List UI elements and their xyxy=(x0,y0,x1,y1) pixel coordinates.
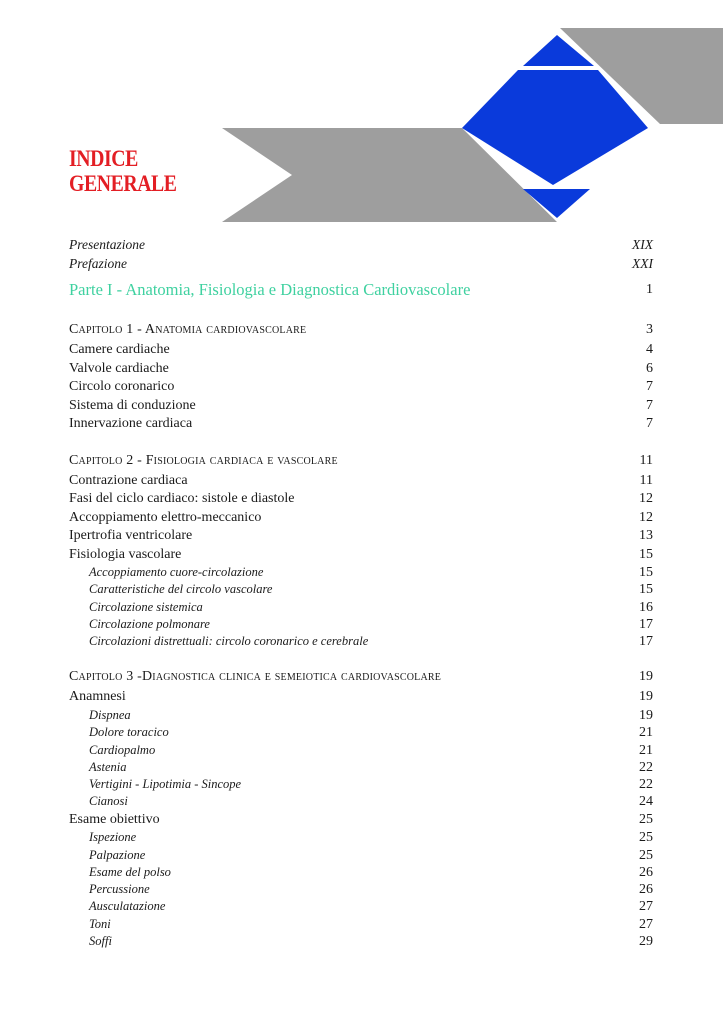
toc-entry-page: 26 xyxy=(639,864,653,880)
toc-chapter-heading[interactable] xyxy=(69,319,653,341)
toc-entry-page: 22 xyxy=(639,759,653,775)
toc-entry-page: 25 xyxy=(639,847,653,863)
toc-subentry[interactable] xyxy=(69,776,653,793)
chapter-title: Capitolo 3 -Diagnostica clinica e semeiotica cardiovascolare xyxy=(69,669,442,685)
toc-entry-title: Esame obiettivo xyxy=(69,811,160,827)
toc-entry-title: Fisiologia vascolare xyxy=(69,546,182,562)
toc-subentry[interactable] xyxy=(69,829,653,846)
toc-entry-title: Vertigini - Lipotimia - Sincope xyxy=(89,777,242,792)
toc-subentry[interactable] xyxy=(69,933,653,950)
toc-entry[interactable] xyxy=(69,527,653,546)
toc-entry-page: 29 xyxy=(639,934,653,950)
toc-entry-title: Circolazione sistemica xyxy=(89,599,203,614)
toc-entry-title: Dolore toracico xyxy=(89,725,169,740)
toc-entry[interactable] xyxy=(69,546,653,565)
toc-entry-page: 25 xyxy=(639,811,653,827)
toc-row-prefazione[interactable] xyxy=(69,255,653,274)
toc-part-heading[interactable] xyxy=(69,277,653,303)
toc-entry-page: 22 xyxy=(639,777,653,793)
toc-entry-page: 12 xyxy=(639,491,653,506)
toc-entry-page: 27 xyxy=(639,916,653,932)
chapter-title: Capitolo 2 - Fisiologia cardiaca e vascolare xyxy=(69,452,338,468)
toc-entry-title: Astenia xyxy=(89,759,127,774)
toc-entry-title: Ipertrofia ventricolare xyxy=(69,528,193,543)
toc-entry-page: 15 xyxy=(639,546,653,562)
toc-subentry[interactable] xyxy=(69,707,653,724)
toc-entry[interactable] xyxy=(69,397,653,416)
toc-entry-title: Soffi xyxy=(89,934,112,949)
toc-subentry[interactable] xyxy=(69,724,653,741)
toc-entry-page: 21 xyxy=(639,725,653,741)
toc-entry-page: XIX xyxy=(632,237,653,252)
part-page: 1 xyxy=(646,282,653,297)
toc-subentry[interactable] xyxy=(69,633,653,650)
toc-entry-title: Ispezione xyxy=(89,830,137,845)
part-title: Parte I - Anatomia, Fisiologia e Diagnostica Cardiovascolare xyxy=(69,280,471,299)
toc-entry-title: Presentazione xyxy=(69,237,145,252)
toc-entry-title: Circolo coronarico xyxy=(69,379,175,394)
toc-entry-title: Sistema di conduzione xyxy=(69,397,196,413)
toc-entry-title: Esame del polso xyxy=(89,864,171,879)
title-line-1: INDICE xyxy=(69,146,138,171)
toc-entry-title: Dispnea xyxy=(89,707,131,722)
toc-entry[interactable] xyxy=(69,341,653,360)
toc-entry-page: XXI xyxy=(632,255,653,271)
toc-entry-page: 7 xyxy=(646,416,653,431)
toc-entry-title: Fasi del ciclo cardiaco: sistole e diastole xyxy=(69,491,295,506)
toc-entry-title: Cianosi xyxy=(89,794,128,809)
toc-entry-title: Circolazione polmonare xyxy=(89,616,210,631)
toc-entry-page: 6 xyxy=(646,360,653,376)
toc-entry-title: Contrazione cardiaca xyxy=(69,472,188,488)
toc-entry-title: Innervazione cardiaca xyxy=(69,416,193,431)
toc-subentry[interactable] xyxy=(69,864,653,881)
table-of-contents xyxy=(69,236,653,950)
toc-entry-title: Camere cardiache xyxy=(69,342,170,357)
title-line-2: GENERALE xyxy=(69,171,177,196)
toc-entry-page: 17 xyxy=(639,634,653,650)
toc-entry-title: Circolazioni distrettuali: circolo coronarico e cerebrale xyxy=(89,634,369,649)
chapter-page: 19 xyxy=(639,669,653,685)
toc-entry-title: Ausculatazione xyxy=(89,899,166,914)
toc-subentry[interactable] xyxy=(69,742,653,759)
chapters-list xyxy=(69,319,653,950)
toc-entry[interactable] xyxy=(69,472,653,491)
toc-entry-page: 27 xyxy=(639,899,653,915)
toc-subentry[interactable] xyxy=(69,616,653,633)
toc-entry[interactable] xyxy=(69,811,653,830)
toc-entry-page: 11 xyxy=(639,472,653,488)
chapter-title: Capitolo 1 - Anatomia cardiovascolare xyxy=(69,322,307,337)
page-title xyxy=(69,146,177,196)
toc-entry[interactable] xyxy=(69,378,653,397)
toc-entry-title: Prefazione xyxy=(69,255,127,271)
toc-entry-page: 4 xyxy=(646,342,653,357)
toc-entry-title: Palpazione xyxy=(89,847,146,862)
toc-entry-title: Cardiopalmo xyxy=(89,742,156,757)
toc-subentry[interactable] xyxy=(69,881,653,898)
toc-entry-title: Anamnesi xyxy=(69,689,126,705)
toc-entry-title: Accoppiamento cuore-circolazione xyxy=(89,565,264,579)
toc-subentry[interactable] xyxy=(69,793,653,810)
toc-entry-page: 15 xyxy=(639,565,653,580)
toc-subentry[interactable] xyxy=(69,581,653,598)
toc-entry[interactable] xyxy=(69,688,653,707)
toc-subentry[interactable] xyxy=(69,898,653,915)
toc-entry-page: 19 xyxy=(639,707,653,723)
toc-entry-title: Accoppiamento elettro-meccanico xyxy=(69,509,262,525)
toc-entry-page: 15 xyxy=(639,582,653,598)
toc-entry-page: 24 xyxy=(639,794,653,810)
toc-entry-page: 26 xyxy=(639,882,653,898)
toc-chapter-heading[interactable] xyxy=(69,666,653,688)
toc-entry[interactable] xyxy=(69,509,653,528)
chapter-page: 3 xyxy=(646,322,653,337)
toc-entry-page: 13 xyxy=(639,528,653,543)
toc-entry-page: 7 xyxy=(646,379,653,394)
toc-entry-title: Caratteristiche del circolo vascolare xyxy=(89,582,273,597)
toc-entry[interactable] xyxy=(69,415,653,434)
toc-row-presentazione[interactable] xyxy=(69,236,653,255)
toc-entry[interactable] xyxy=(69,490,653,509)
toc-subentry[interactable] xyxy=(69,599,653,616)
toc-chapter-heading[interactable] xyxy=(69,450,653,472)
toc-entry-title: Percussione xyxy=(89,882,150,897)
toc-entry-page: 25 xyxy=(639,830,653,846)
chapter-page: 11 xyxy=(639,452,653,468)
toc-entry-title: Valvole cardiache xyxy=(69,360,169,376)
toc-entry-page: 16 xyxy=(639,599,653,615)
toc-entry-page: 21 xyxy=(639,742,653,758)
toc-subentry[interactable] xyxy=(69,916,653,933)
toc-entry-page: 19 xyxy=(639,689,653,705)
toc-entry-title: Toni xyxy=(89,916,111,931)
toc-entry-page: 12 xyxy=(639,509,653,525)
toc-entry-page: 7 xyxy=(646,397,653,413)
toc-subentry[interactable] xyxy=(69,847,653,864)
toc-subentry[interactable] xyxy=(69,564,653,581)
toc-subentry[interactable] xyxy=(69,759,653,776)
toc-entry[interactable] xyxy=(69,360,653,379)
toc-entry-page: 17 xyxy=(639,616,653,632)
